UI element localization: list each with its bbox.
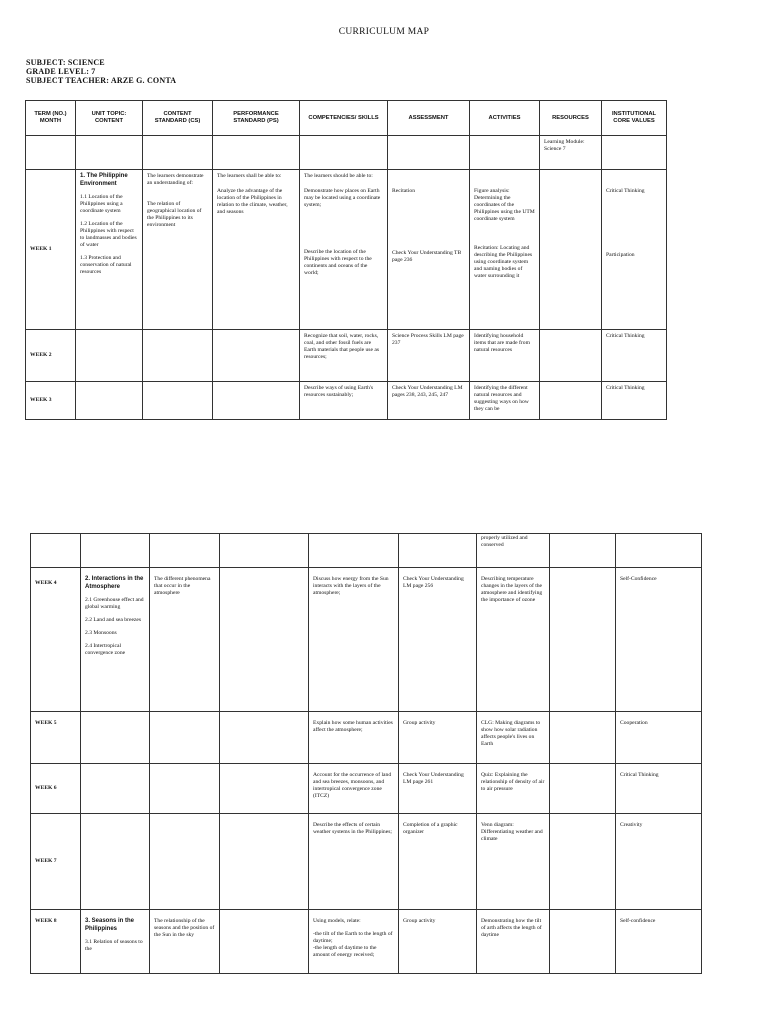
core-value: Critical Thinking xyxy=(606,188,645,194)
core-value: Cooperation xyxy=(616,712,702,764)
week-label: WEEK 7 xyxy=(31,814,81,910)
competency: Discuss how energy from the Sun interacts with the layers of the atmosphere; xyxy=(309,568,399,712)
content-standard: The different phenomena that occur in the atmosphere xyxy=(150,568,220,712)
header-row xyxy=(26,101,667,136)
assessment: Check Your Understanding LM pages 238, 243, 245, 247 xyxy=(388,382,470,420)
table-row xyxy=(31,910,702,974)
table-row xyxy=(26,136,667,170)
activity: Venn diagram: Differentiating weather and climate xyxy=(477,814,550,910)
assessment: Check Your Understanding TB page 236 xyxy=(392,250,462,263)
activity: Figure analysis: Determining the coordinates of the Philippines using the UTM coordinate system xyxy=(474,188,535,222)
core-value: Self-confidence xyxy=(616,910,702,974)
week-label: WEEK 6 xyxy=(31,764,81,814)
week-label: WEEK 3 xyxy=(26,382,76,420)
assessment: Recitation xyxy=(392,188,415,194)
table-row xyxy=(26,330,667,382)
week-label: WEEK 1 xyxy=(26,170,76,330)
table-row xyxy=(26,170,667,330)
activity: Describing temperature changes in the layers of the atmosphere and identifying the importance of ozone xyxy=(477,568,550,712)
topic-item: 1.2 Location of the Philippines with respect to landmasses and bodies of water xyxy=(80,221,137,248)
topic-item: 2.2 Land and sea breezes xyxy=(85,617,142,623)
assessment: Check Your Understanding LM page 261 xyxy=(399,764,477,814)
teacher-line: SUBJECT TEACHER: ARZE G. CONTA xyxy=(26,76,177,85)
curriculum-table-1 xyxy=(25,100,667,420)
header-assessment: ASSESSMENT xyxy=(388,101,470,136)
competency: Demonstrate how places on Earth may be located using a coordinate system; xyxy=(304,188,381,208)
competency: Describe ways of using Earth's resources sustainably; xyxy=(300,382,388,420)
ps-intro: The learners shall be able to: xyxy=(217,173,282,179)
week-label: WEEK 2 xyxy=(26,330,76,382)
competency: Explain how some human activities affect the atmosphere; xyxy=(309,712,399,764)
core-value: Critical Thinking xyxy=(616,764,702,814)
topic-title: 2. Interactions in the Atmosphere xyxy=(85,576,144,590)
document-info xyxy=(26,58,176,85)
header-performance-standard: PERFORMANCE STANDARD (PS) xyxy=(213,101,300,136)
core-value: Critical Thinking xyxy=(602,382,667,420)
header-activities: ACTIVITIES xyxy=(470,101,540,136)
assessment: Group activity xyxy=(399,910,477,974)
header-topic: UNIT TOPIC: CONTENT xyxy=(76,101,143,136)
grade-line: GRADE LEVEL: 7 xyxy=(26,67,96,76)
content-standard: The relationship of the seasons and the position of the Sun in the sky xyxy=(150,910,220,974)
header-competencies: COMPETENCIES/ SKILLS xyxy=(300,101,388,136)
table-row xyxy=(26,382,667,420)
assessment: Completion of a graphic organizer xyxy=(399,814,477,910)
competency: Recognize that soil, water, rocks, coal, and other fossil fuels are Earth materials that people use as resources; xyxy=(300,330,388,382)
topic-item: 1.3 Protection and conservation of natural resources xyxy=(80,255,132,275)
topic-item: 2.1 Greenhouse effect and global warming xyxy=(85,597,144,610)
topic-item: 3.1 Relation of seasons to the xyxy=(85,939,143,952)
activity: Recitation: Locating and describing the Philippines using coordinate system and naming bodies of water surrounding it xyxy=(474,245,533,279)
week-label: WEEK 4 xyxy=(31,568,81,712)
table-row xyxy=(31,568,702,712)
table-row xyxy=(31,712,702,764)
week-label: WEEK 8 xyxy=(31,910,81,974)
competency: Describe the effects of certain weather systems in the Philippines; xyxy=(309,814,399,910)
core-value: Participation xyxy=(606,252,635,258)
activity: Demonstrating how the tilt of arth affects the length of daytime xyxy=(477,910,550,974)
activity: Identifying the different natural resources and suggesting ways on how they can be xyxy=(470,382,540,420)
ps-body: Analyze the advantage of the location of the Philippines in relation to the climate, weather, and seasons xyxy=(217,188,288,215)
header-resources: RESOURCES xyxy=(540,101,602,136)
topic-item: 2.4 Intertropical convergence zone xyxy=(85,643,126,656)
activity: properly utilized and conserved xyxy=(477,534,550,568)
assessment: Group activity xyxy=(399,712,477,764)
topic-item: 2.3 Monsoons xyxy=(85,630,117,636)
header-content-standard: CONTENT STANDARD (CS) xyxy=(143,101,213,136)
week-label: WEEK 5 xyxy=(31,712,81,764)
cs-body: The relation of geographical location of the Philippines to its environment xyxy=(147,201,202,228)
core-value: Creativity xyxy=(616,814,702,910)
core-value: Critical Thinking xyxy=(602,330,667,382)
competency: Describe the location of the Philippines with respect to the continents and oceans of the world; xyxy=(304,249,372,276)
topic-title: 1. The Philippine Environment xyxy=(80,173,128,187)
topic-title: 3. Seasons in the Philippines xyxy=(85,918,135,932)
activity: Quiz: Explaining the relationship of density of air to air pressure xyxy=(477,764,550,814)
table-row xyxy=(31,534,702,568)
table-row xyxy=(31,764,702,814)
activity: CLG: Making diagrams to show how solar radiation affects people's lives on Earth xyxy=(477,712,550,764)
activity: Identifying household items that are made from natural resources xyxy=(470,330,540,382)
competency: -the length of daytime to the amount of energy received; xyxy=(313,945,377,958)
comp-intro: The learners should be able to: xyxy=(304,173,373,179)
cs-intro: The learners demonstrate an understanding of: xyxy=(147,173,204,186)
assessment: Science Process Skills LM page 237 xyxy=(388,330,470,382)
competency: -the tilt of the Earth to the length of daytime; xyxy=(313,931,393,944)
topic-item: 1.1 Location of the Philippines using a coordinate system xyxy=(80,194,123,214)
table-row xyxy=(31,814,702,910)
assessment: Check Your Understanding LM page 256 xyxy=(399,568,477,712)
curriculum-table-2 xyxy=(30,533,702,974)
competency: Account for the occurrence of land and sea breezes, monsoons, and intertropical convergence zone (ITCZ) xyxy=(309,764,399,814)
subject-line: SUBJECT: SCIENCE xyxy=(26,58,105,67)
resource-cell: Learning Module: Science 7 xyxy=(540,136,602,170)
document-title: CURRICULUM MAP xyxy=(338,27,430,37)
competency: Using models, relate: xyxy=(313,918,361,924)
core-value: Self-Confidence xyxy=(616,568,702,712)
header-term: TERM (NO.) MONTH xyxy=(26,101,76,136)
header-core-values: INSTITUTIONAL CORE VALUES xyxy=(602,101,667,136)
